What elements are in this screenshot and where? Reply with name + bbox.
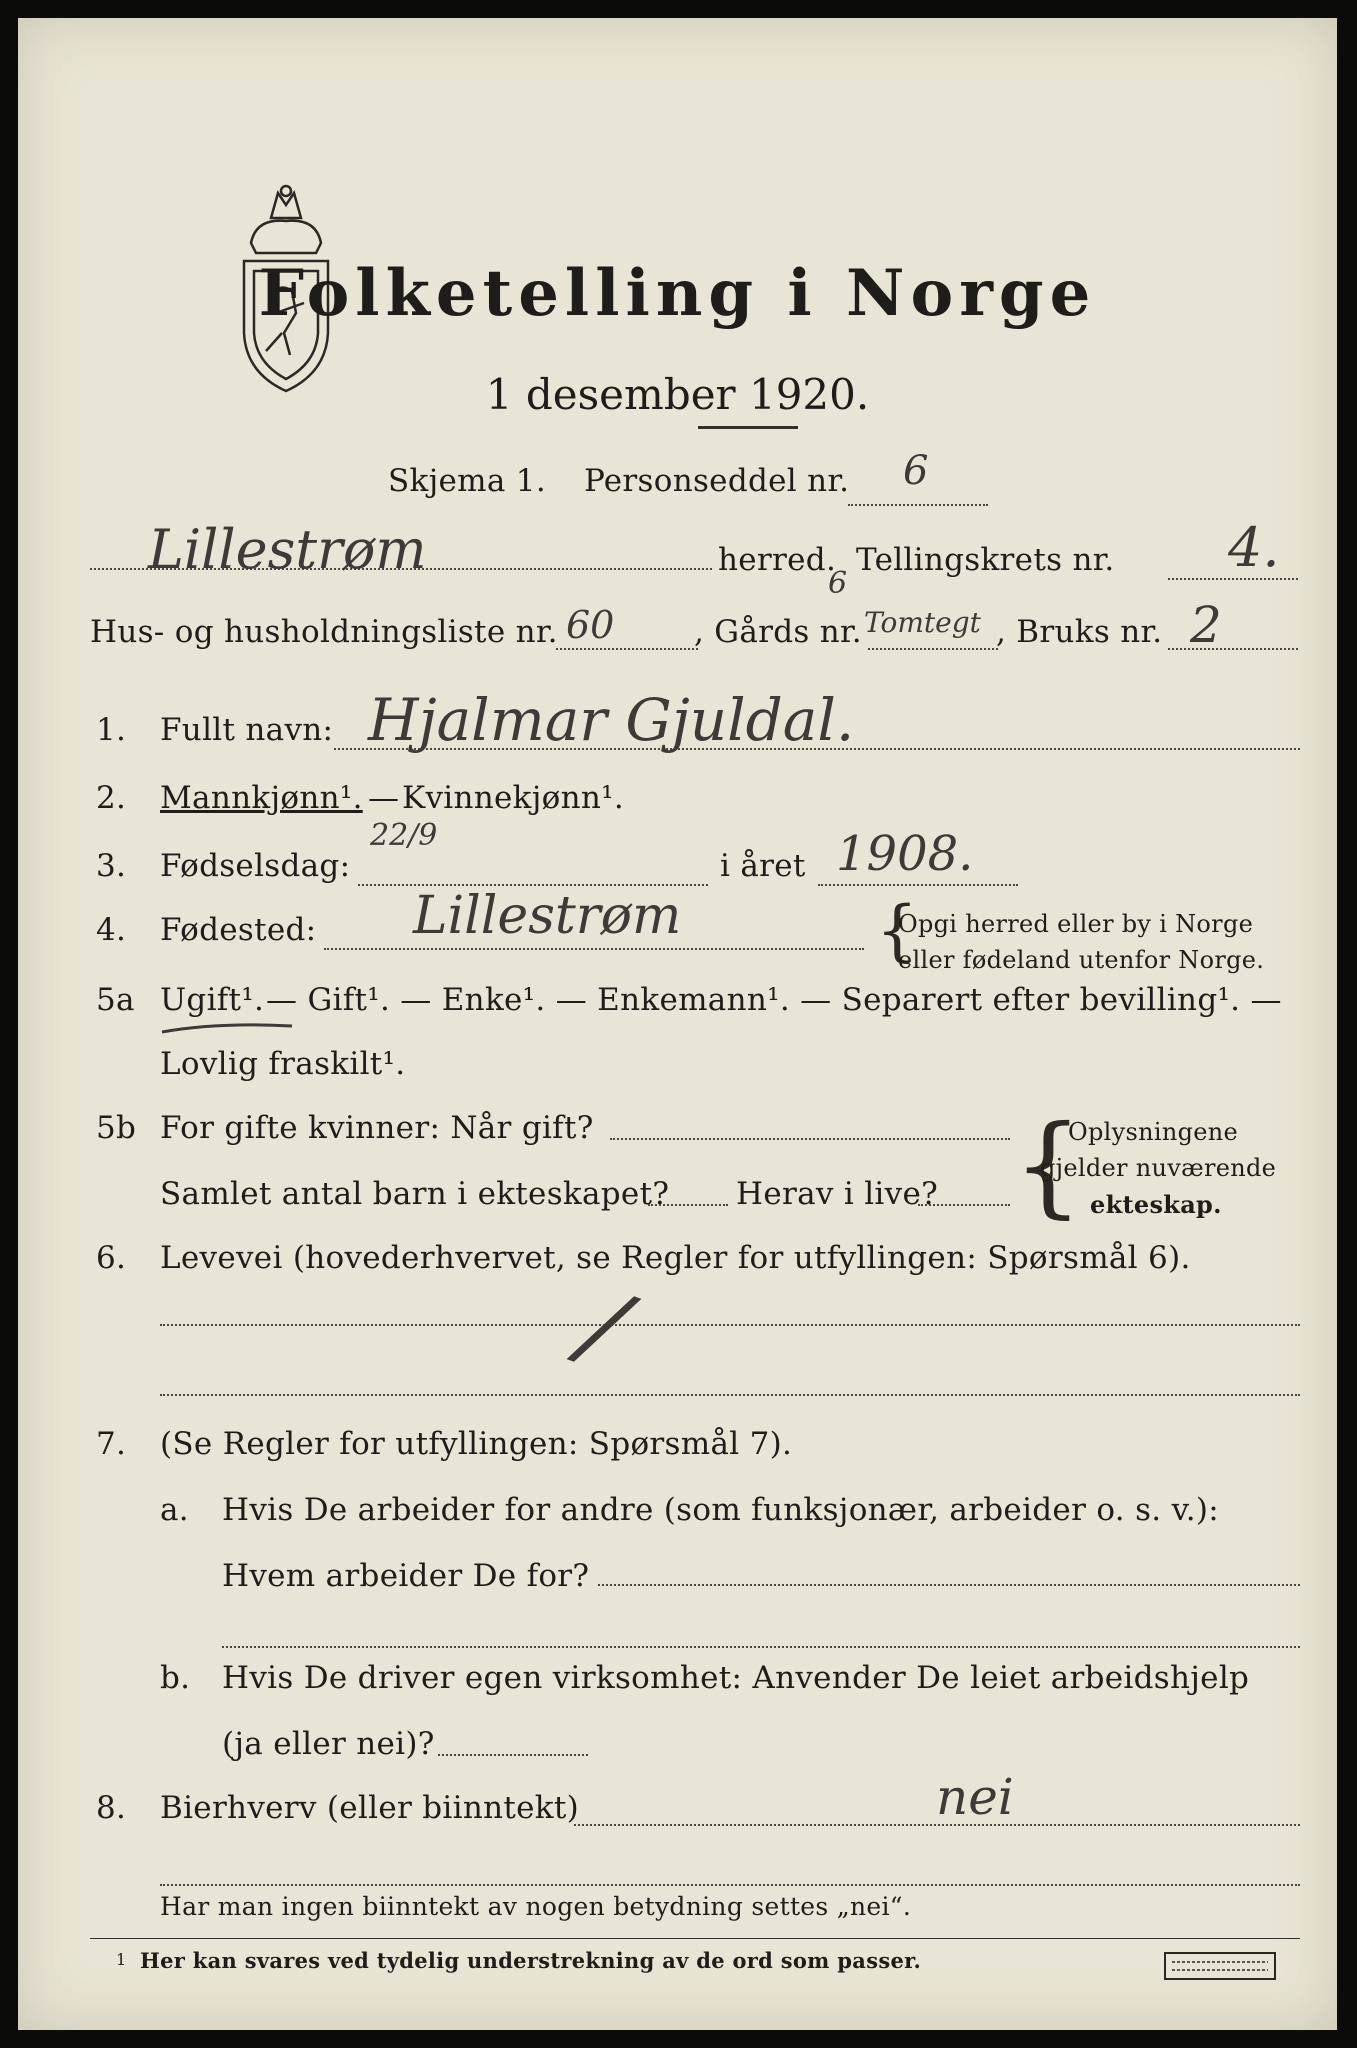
footnote-divider bbox=[90, 1938, 1300, 1939]
herred-value[interactable]: Lillestrøm bbox=[148, 518, 427, 581]
q7b-yes-no-line bbox=[438, 1754, 588, 1756]
gards-label: , Gårds nr. bbox=[694, 614, 862, 650]
q5b-brace: { bbox=[1013, 1101, 1083, 1229]
q5b-alive-label: Herav i live? bbox=[736, 1176, 939, 1212]
gards-line bbox=[868, 648, 998, 650]
q4-number: 4. bbox=[96, 912, 127, 948]
q4-brace: { bbox=[876, 892, 918, 969]
q5b-children-label: Samlet antal barn i ekteskapet? bbox=[160, 1176, 670, 1212]
personseddel-value[interactable]: 6 bbox=[903, 448, 929, 494]
q7a-employer-label: Hvem arbeider De for? bbox=[222, 1558, 590, 1594]
bruks-value[interactable]: 2 bbox=[1190, 596, 1222, 654]
q5b-number: 5b bbox=[96, 1110, 137, 1146]
q3-year-value[interactable]: 1908. bbox=[836, 826, 974, 882]
schema-label: Skjema 1. bbox=[388, 463, 546, 499]
hus-line bbox=[556, 648, 698, 650]
q4-note-line2: eller fødeland utenfor Norge. bbox=[898, 946, 1265, 974]
q7b-letter: b. bbox=[160, 1660, 191, 1696]
q1-value[interactable]: Hjalmar Gjuldal. bbox=[368, 686, 855, 754]
bruks-label: , Bruks nr. bbox=[996, 614, 1163, 650]
q5b-label: For gifte kvinner: Når gift? bbox=[160, 1110, 594, 1146]
personseddel-label: Personseddel nr. bbox=[584, 463, 850, 499]
hus-value[interactable]: 60 bbox=[566, 603, 615, 647]
gards-value[interactable]: Tomtegt bbox=[864, 606, 981, 639]
q7b-label: Hvis De driver egen virksomhet: Anvender De leiet arbeidshjelp bbox=[222, 1660, 1250, 1696]
q7a-label: Hvis De arbeider for andre (som funksjonær, arbeider o. s. v.): bbox=[222, 1492, 1220, 1528]
q5a-fraskilt-option[interactable]: Lovlig fraskilt¹. bbox=[160, 1046, 406, 1082]
q5b-note-line2: gjelder nuværende bbox=[1040, 1154, 1277, 1182]
q4-label: Fødested: bbox=[160, 912, 317, 948]
q6-line2 bbox=[160, 1394, 1300, 1396]
q5b-alive-line bbox=[918, 1204, 1010, 1206]
herred-label: herred. bbox=[718, 542, 837, 578]
ugift-underline-mark bbox=[158, 1018, 298, 1038]
personseddel-line bbox=[848, 504, 988, 506]
title-divider bbox=[698, 426, 798, 429]
q7a-employer-line bbox=[598, 1584, 1300, 1586]
q6-number: 6. bbox=[96, 1240, 127, 1276]
q7-label: (Se Regler for utfyllingen: Spørsmål 7). bbox=[160, 1426, 793, 1462]
q5b-note-line3: ekteskap. bbox=[1090, 1190, 1222, 1219]
q1-number: 1. bbox=[96, 712, 127, 748]
hus-label: Hus- og husholdningsliste nr. bbox=[90, 614, 558, 650]
q7a-extra-line bbox=[222, 1646, 1300, 1648]
q8-number: 8. bbox=[96, 1790, 127, 1826]
gards-over-value: 6 bbox=[828, 566, 848, 601]
tellingskrets-value[interactable]: 4. bbox=[1228, 516, 1280, 579]
q8-label: Bierhverv (eller biinntekt) bbox=[160, 1790, 580, 1826]
q2-number: 2. bbox=[96, 780, 127, 816]
q2-female-option[interactable]: Kvinnekjønn¹. bbox=[402, 780, 625, 816]
q5b-children-line bbox=[648, 1204, 728, 1206]
q5a-number: 5a bbox=[96, 982, 135, 1018]
form-subtitle: 1 desember 1920. bbox=[485, 370, 870, 419]
q7a-letter: a. bbox=[160, 1492, 189, 1528]
q8-value[interactable]: nei bbox=[936, 1768, 1014, 1826]
q5a-other-options[interactable]: — Gift¹. — Enke¹. — Enkemann¹. — Separert efter bevilling¹. — bbox=[266, 982, 1282, 1018]
census-form-sheet bbox=[18, 18, 1337, 2030]
q3-value[interactable]: 22/9 bbox=[370, 818, 438, 853]
q8-extra-line bbox=[160, 1884, 1300, 1886]
q3-number: 3. bbox=[96, 848, 127, 884]
q6-label: Levevei (hovederhvervet, se Regler for utfyllingen: Spørsmål 6). bbox=[160, 1240, 1191, 1276]
form-title: Folketelling i Norge bbox=[258, 256, 1097, 331]
q2-separator: — bbox=[368, 780, 400, 816]
q7b-yes-no-label: (ja eller nei)? bbox=[222, 1726, 435, 1762]
q5a-ugift-option[interactable]: Ugift¹. bbox=[160, 982, 265, 1018]
footnote-text: Her kan svares ved tydelig understrekning av de ord som passer. bbox=[140, 1948, 922, 1973]
q3-year-line bbox=[818, 884, 1018, 886]
q6-line1 bbox=[160, 1324, 1300, 1326]
q2-male-option[interactable]: Mannkjønn¹. bbox=[160, 780, 363, 816]
q1-label: Fullt navn: bbox=[160, 712, 334, 748]
q7-number: 7. bbox=[96, 1426, 127, 1462]
printer-stamp-icon bbox=[1164, 1952, 1276, 1980]
q4-line bbox=[324, 948, 864, 950]
q4-note-line1: Opgi herred eller by i Norge bbox=[898, 910, 1254, 938]
q3-label: Fødselsdag: bbox=[160, 848, 351, 884]
bruks-line bbox=[1168, 648, 1298, 650]
footnote-marker: 1 bbox=[116, 1950, 127, 1969]
q6-value[interactable]: / bbox=[569, 1265, 641, 1388]
q8-note: Har man ingen biinntekt av nogen betydning settes „nei“. bbox=[160, 1892, 912, 1921]
q4-value[interactable]: Lillestrøm bbox=[413, 886, 682, 946]
tellingskrets-label: Tellingskrets nr. bbox=[856, 542, 1115, 578]
q3-year-label: i året bbox=[720, 848, 806, 884]
q5b-married-line bbox=[610, 1138, 1010, 1140]
q5b-note-line1: Oplysningene bbox=[1068, 1118, 1239, 1146]
